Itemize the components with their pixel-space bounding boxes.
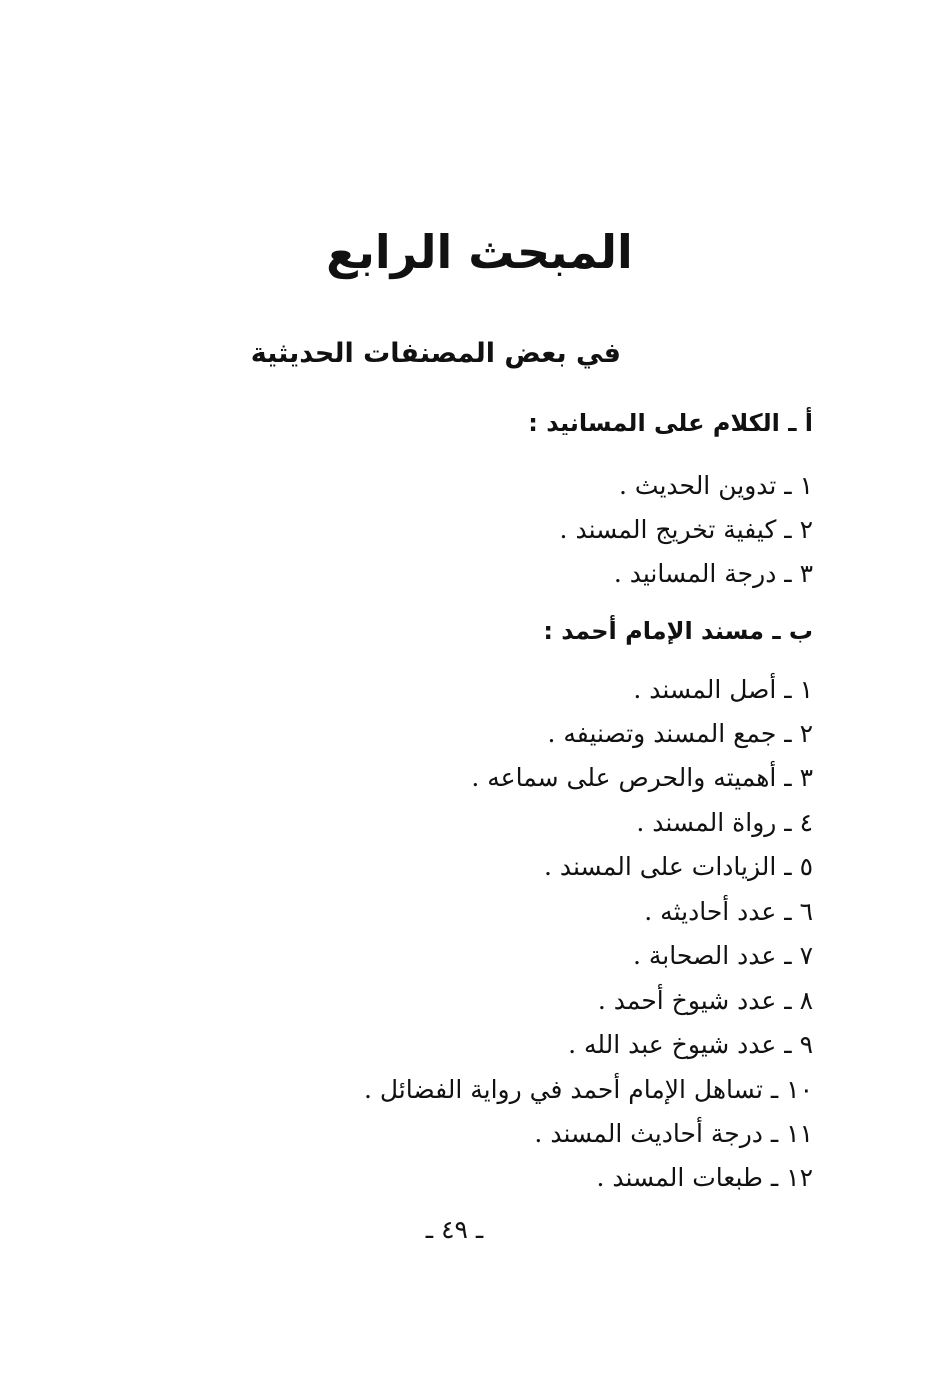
list-item: ٨ ـ عدد شيوخ أحمد . bbox=[597, 986, 813, 1015]
section-b-heading: ب ـ مسند الإمام أحمد : bbox=[543, 617, 813, 645]
list-item: ٩ ـ عدد شيوخ عبد الله . bbox=[568, 1030, 813, 1059]
list-item: ٧ ـ عدد الصحابة . bbox=[632, 941, 813, 970]
list-item: ١ ـ أصل المسند . bbox=[633, 675, 813, 704]
list-item: ٤ ـ رواة المسند . bbox=[636, 808, 813, 837]
chapter-title: المبحث الرابع bbox=[326, 225, 633, 279]
list-item: ٣ ـ درجة المسانيد . bbox=[613, 559, 813, 588]
list-item: ٥ ـ الزيادات على المسند . bbox=[543, 852, 813, 881]
list-item: ١٢ ـ طبعات المسند . bbox=[596, 1163, 813, 1192]
list-item: ١١ ـ درجة أحاديث المسند . bbox=[534, 1119, 813, 1148]
list-item: ١ ـ تدوين الحديث . bbox=[619, 471, 813, 500]
page-number: ـ ٤٩ ـ bbox=[425, 1215, 484, 1244]
list-item: ٢ ـ كيفية تخريج المسند . bbox=[559, 515, 813, 544]
list-item: ٦ ـ عدد أحاديثه . bbox=[644, 897, 813, 926]
section-a-heading: أ ـ الكلام على المسانيد : bbox=[528, 409, 813, 437]
list-item: ٣ ـ أهميته والحرص على سماعه . bbox=[471, 763, 813, 792]
chapter-subtitle: في بعض المصنفات الحديثية bbox=[250, 338, 621, 369]
list-item: ١٠ ـ تساهل الإمام أحمد في رواية الفضائل . bbox=[363, 1075, 813, 1104]
list-item: ٢ ـ جمع المسند وتصنيفه . bbox=[547, 719, 813, 748]
